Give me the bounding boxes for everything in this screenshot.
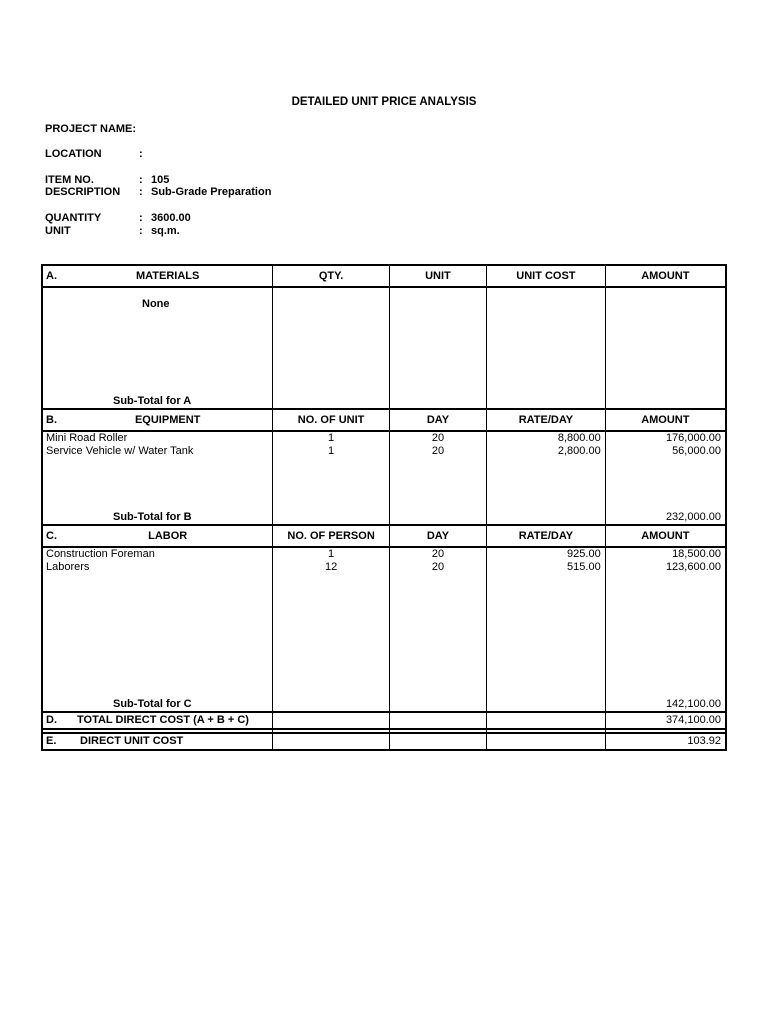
labor-row-amount: 18,500.00 <box>605 547 726 561</box>
labor-row-count: 1 <box>273 547 389 561</box>
labor-row-amount: 123,600.00 <box>605 561 726 574</box>
materials-col-unit: UNIT <box>389 265 486 287</box>
location-colon: : <box>139 148 143 160</box>
materials-col-amount: AMOUNT <box>605 265 726 287</box>
materials-col-unit-cost: UNIT COST <box>487 265 606 287</box>
location-label: LOCATION <box>45 148 102 160</box>
materials-letter: A. <box>46 270 57 282</box>
equipment-title-cell <box>42 409 273 431</box>
labor-title-cell <box>42 525 273 547</box>
equipment-row-amount: 176,000.00 <box>605 431 726 445</box>
total-direct-label: TOTAL DIRECT COST (A + B + C) <box>77 714 249 726</box>
unit-line <box>45 225 445 238</box>
materials-subtotal-amount <box>605 394 726 409</box>
equipment-row-day: 20 <box>389 431 486 445</box>
equipment-row-desc: Service Vehicle w/ Water Tank <box>42 445 273 458</box>
total-direct-cost-row <box>42 712 726 729</box>
direct-unit-cost-row <box>42 733 726 750</box>
direct-unit-letter: E. <box>46 735 57 747</box>
total-direct-cost-cell <box>42 712 273 729</box>
total-direct-amount: 374,100.00 <box>605 712 726 729</box>
equipment-col-count: NO. OF UNIT <box>273 409 389 431</box>
materials-title: MATERIALS <box>135 270 200 282</box>
materials-body <box>42 287 726 394</box>
quantity-value: 3600.00 <box>151 212 191 224</box>
equipment-letter: B. <box>46 414 57 426</box>
labor-row-desc: Construction Foreman <box>42 547 273 561</box>
labor-header-row <box>42 525 726 547</box>
equipment-subtotal-amount: 232,000.00 <box>605 510 726 525</box>
equipment-row-count: 1 <box>273 431 389 445</box>
equipment-row-amount: 56,000.00 <box>605 445 726 458</box>
location-line <box>45 148 445 161</box>
labor-col-rate: RATE/DAY <box>487 525 606 547</box>
equipment-subtotal-row <box>42 510 726 525</box>
labor-subtotal-row <box>42 697 726 712</box>
unit-label: UNIT <box>45 225 71 237</box>
equipment-col-amount: AMOUNT <box>605 409 726 431</box>
labor-col-amount: AMOUNT <box>605 525 726 547</box>
table-row <box>42 431 726 445</box>
quantity-label: QUANTITY <box>45 212 102 224</box>
direct-unit-cost-cell <box>42 733 273 750</box>
equipment-blank-space <box>42 458 726 510</box>
equipment-col-rate: RATE/DAY <box>487 409 606 431</box>
quantity-line <box>45 212 445 225</box>
item-no-colon: : <box>139 174 143 186</box>
price-analysis-table <box>41 264 727 751</box>
equipment-row-day: 20 <box>389 445 486 458</box>
project-name-label: PROJECT NAME: <box>45 123 137 135</box>
quantity-colon: : <box>139 212 143 224</box>
labor-row-rate: 515.00 <box>487 561 606 574</box>
labor-col-day: DAY <box>389 525 486 547</box>
equipment-row-rate: 2,800.00 <box>487 445 606 458</box>
labor-letter: C. <box>46 530 57 542</box>
labor-subtotal-label: Sub-Total for C <box>42 697 273 712</box>
equipment-title: EQUIPMENT <box>134 414 201 426</box>
item-no-value: 105 <box>151 174 170 186</box>
total-direct-letter: D. <box>46 714 57 726</box>
equipment-col-day: DAY <box>389 409 486 431</box>
labor-row-count: 12 <box>273 561 389 574</box>
item-no-label: ITEM NO. <box>45 174 94 186</box>
labor-row-rate: 925.00 <box>487 547 606 561</box>
labor-title: LABOR <box>148 530 188 542</box>
materials-header-row <box>42 265 726 287</box>
equipment-row-count: 1 <box>273 445 389 458</box>
labor-blank-space <box>42 574 726 697</box>
labor-row-day: 20 <box>389 547 486 561</box>
table-row <box>42 547 726 561</box>
equipment-subtotal-label: Sub-Total for B <box>42 510 273 525</box>
equipment-row-desc: Mini Road Roller <box>42 431 273 445</box>
unit-colon: : <box>139 225 143 237</box>
materials-subtotal-label: Sub-Total for A <box>42 394 273 409</box>
labor-row-day: 20 <box>389 561 486 574</box>
labor-row-desc: Laborers <box>42 561 273 574</box>
table-row <box>42 561 726 574</box>
description-colon: : <box>139 186 143 198</box>
labor-subtotal-amount: 142,100.00 <box>605 697 726 712</box>
materials-subtotal-row <box>42 394 726 409</box>
page-title: DETAILED UNIT PRICE ANALYSIS <box>291 96 477 108</box>
description-line <box>45 186 445 199</box>
materials-title-cell <box>42 265 273 287</box>
materials-col-qty: QTY. <box>273 265 389 287</box>
table-row <box>42 445 726 458</box>
description-value: Sub-Grade Preparation <box>151 186 272 198</box>
direct-unit-label: DIRECT UNIT COST <box>80 735 184 747</box>
equipment-row-rate: 8,800.00 <box>487 431 606 445</box>
equipment-header-row <box>42 409 726 431</box>
labor-col-count: NO. OF PERSON <box>273 525 389 547</box>
description-label: DESCRIPTION <box>45 186 121 198</box>
unit-value: sq.m. <box>151 225 180 237</box>
materials-none-note: None <box>42 287 273 394</box>
direct-unit-amount: 103.92 <box>605 733 726 750</box>
